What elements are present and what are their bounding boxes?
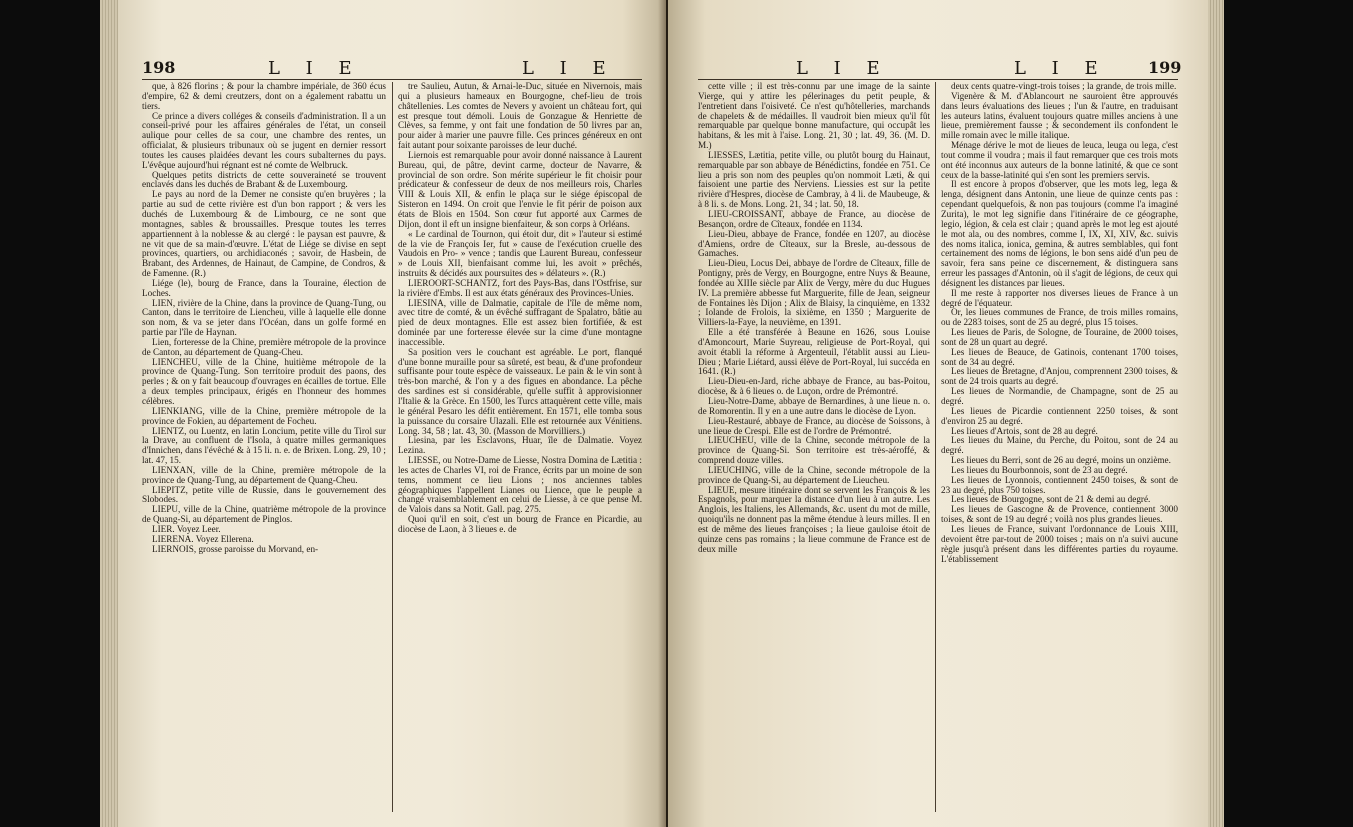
text-paragraph: Lieu-Restauré, abbaye de France, au diocèse de Soissons, à une lieue de Crespi. Elle est de l'ordre de Prémontré.: [698, 415, 930, 436]
text-paragraph: Les lieues de Normandie, de Champagne, sont de 25 au degré.: [941, 386, 1178, 406]
text-paragraph: Il est encore à propos d'observer, que les mots leg, lega & lenga, désignent dans Antonin, une lieue de quinze cents pas : cependant quelquefois, & non pas toujours (comme l'a imaginé Zurita), le mot leg signifie dans l'itinéraire de ce géographe, legio, légion, & cela est clair ; quand après le mot leg est ajouté le mot ala, ou des nombres, comme I, IX, XI, XIV, &c. suivis des noms italica, ionica, gemina, & autres semblables, qui font certainement des noms de légions, le bon sens aidé d'un peu de savoir, fera sans peine ce discernement, & distinguera sans erreur les passages d'Antonin, où il s'agit de légions, de ceux qui désignent les distances par lieues.: [941, 179, 1178, 288]
text-paragraph: Liesina, par les Esclavons, Huar, île de Dalmatie. Voyez Lezina.: [398, 435, 642, 456]
text-paragraph: Les lieues du Bourbonnois, sont de 23 au degré.: [951, 464, 1128, 475]
text-paragraph: deux cents quatre-vingt-trois toises ; la grande, de trois mille.: [951, 81, 1177, 91]
text-paragraph: LIENXAN, ville de la Chine, première métropole de la province de Quang-Tung, au département de Quang-Cheu.: [142, 464, 386, 485]
right-page: [668, 0, 1208, 827]
left-header-rule: [142, 79, 642, 80]
text-paragraph: Vigenère & M. d'Ablancourt ne sauroient être approuvés dans leurs évaluations des lieues ; l'un & l'autre, en traduisant les auteurs latins, évaluent toujours quatre milles anciens à une lieue, premièrement fausse ; & secondement ils confondent le mille romain avec le mille italique.: [941, 90, 1178, 141]
right-column-2: [941, 82, 1178, 564]
text-paragraph: LIEN, rivière de la Chine, dans la province de Quang-Tung, ou Canton, dans le territoire de Liencheu, ville à laquelle elle donne son nom, & va se jeter dans l'Océan, dans un golfe formé en partie par l'île de Haynan.: [142, 297, 386, 338]
left-column-divider: [392, 82, 393, 812]
right-page-number: 199: [1148, 58, 1182, 77]
text-paragraph: Lien, forteresse de la Chine, première métropole de la province de Canton, au département de Quang-Cheu.: [142, 336, 386, 357]
text-paragraph: Les lieues de Lyonnois, contiennent 2450 toises, & sont de 23 au degré, plus 750 toises.: [941, 474, 1178, 495]
left-page-number: 198: [142, 58, 176, 77]
text-paragraph: Il me reste à rapporter nos diverses lieues de France à un degré de l'équateur.: [941, 287, 1178, 308]
text-paragraph: LIER. Voyez Leer.: [152, 523, 221, 534]
text-paragraph: LIENKIANG, ville de la Chine, première métropole de la province de Fokien, au département de Focheu.: [142, 405, 386, 426]
text-paragraph: Les lieues de Bourgogne, sont de 21 & demi au degré.: [951, 494, 1151, 505]
left-column-2: [398, 82, 642, 535]
left-running-head-2: L I E: [522, 58, 616, 79]
text-paragraph: LIEPU, ville de la Chine, quatrième métropole de la province de Quang-Si, au département de Pinglos.: [142, 504, 386, 525]
text-paragraph: que, à 826 florins ; & pour la chambre impériale, de 360 écus d'empire, 62 & demi creutzers, dont on a également rabattu un tiers.: [142, 81, 386, 111]
text-paragraph: Ménage dérive le mot de lieues de leuca, leuga ou lega, c'est tout comme il voudra ; mais il faut remarquer que ces trois mots ont été inconnus aux auteurs de la bonne latinité, & que ce sont ceux de la basse-latinité qui s'en sont les premiers servis.: [941, 140, 1178, 180]
text-paragraph: Sa position vers le couchant est agréable. Le port, flanqué d'une bonne muraille pour sa sûreté, est beau, & d'une profondeur suffisante pour toute espèce de vaisseaux. Le pain & le vin sont à très-bon marché, & l'on y a des figues en abondance. La pêche des sardines est si considérable, qu'elle suffit à approvisionner l'Italie & la Grèce. En 1500, les Turcs attaquèrent cette ville, mais le général Pesaro les défit entièrement. En 1571, elle tomba sous la puissance du corsaire Ulazali. Elle est retournée aux Vénitiens. Long. 34, 58 ; lat. 43, 30. (Masson de Morvilliers.): [398, 346, 642, 436]
text-paragraph: Lieu-Dieu-en-Jard, riche abbaye de France, au bas-Poitou, diocèse, & à 6 lieues o. de Luçon, ordre de Prémontré.: [698, 376, 930, 397]
text-paragraph: Les lieues de Beauce, de Gatinois, contenant 1700 toises, sont de 34 au degré.: [941, 346, 1178, 367]
text-paragraph: Lieu-Notre-Dame, abbaye de Bernardines, à une lieue n. o. de Romorentin. Il y en a une autre dans le diocèse de Lyon.: [698, 396, 930, 416]
text-paragraph: Les lieues de Picardie contiennent 2250 toises, & sont d'environ 25 au degré.: [941, 405, 1178, 426]
text-paragraph: Les lieues d'Artois, sont de 28 au degré.: [951, 425, 1098, 436]
text-paragraph: cette ville ; il est très-connu par une image de la sainte Vierge, qui y attire les pélerinages du petit peuple, & l'entretient dans l'oisiveté. Ce n'est qu'hôtelleries, marchands de chapelets & de médailles. Il vaudroit bien mieux qu'il fût remarquable par quelque bonne manufacture, qui occupât les habitans, & les mit à l'aise. Long. 21, 30 ; lat. 49, 36. (M. D. M.): [698, 81, 930, 151]
text-paragraph: Les lieues de France, suivant l'ordonnance de Louis XIII, devoient être par-tout de 2000 toises ; mais on n'a suivi aucune règle jusqu'à présent dans les différentes parties du royaume. L'établissement: [941, 523, 1178, 564]
text-paragraph: LIERNOIS, grosse paroisse du Morvand, en-: [152, 543, 319, 554]
text-paragraph: Quoi qu'il en soit, c'est un bourg de France en Picardie, au diocèse de Laon, à 3 lieues e. de: [398, 514, 642, 534]
right-column-1: [698, 82, 930, 555]
text-paragraph: Les lieues du Maine, du Perche, du Poitou, sont de 24 au degré.: [941, 435, 1178, 456]
text-paragraph: LIEUCHING, ville de la Chine, seconde métropole de la province de Quang-Si, au département de Lieucheu.: [698, 464, 930, 485]
text-paragraph: LIEU-CROISSANT, abbaye de France, au diocèse de Besançon, ordre de Cîteaux, fondée en 1134.: [698, 208, 930, 229]
left-page: [118, 0, 666, 827]
text-paragraph: Quelques petits districts de cette souveraineté se trouvent enclavés dans les duchés de Brabant & de Luxembourg.: [142, 169, 386, 190]
left-running-head-1: L I E: [268, 58, 362, 79]
right-header-rule: [698, 79, 1178, 80]
text-paragraph: tre Saulieu, Autun, & Arnai-le-Duc, située en Nivernois, mais qui a plusieurs hameaux en Bourgogne, chef-lieu de trois châtellenies. Les comtes de Nevers y avoient un château fort, qui est presque tout démoli. Louis de Gonzague & Henriette de Clèves, sa femme, y ont fait une fondation de 50 livres par an, pour aider à marier une pauvre fille. Ces princes généreux en ont fait autant pour soixante paroisses de leur duché.: [398, 81, 642, 151]
text-paragraph: LIESSE, ou Notre-Dame de Liesse, Nostra Domina de Lætitia : les actes de Charles VI, roi de France, écrits par un moine de son tems, nomment ce lieu Lions ; nos anciennes tables géographiques l'appellent Lianes ou Lience, que le peuple a changé vraisemblablement en celui de Liesse, à ce que pense M. de Valois dans sa Notit. Gall. pag. 275.: [398, 455, 642, 515]
text-paragraph: Le pays au nord de la Demer ne consiste qu'en bruyères ; la partie au sud de cette rivière est d'un bon rapport ; & vers les duchés de Luxembourg & de Limbourg, ce ne sont que montagnes, sables & broussailles. Presque toutes les terres appartiennent à la noblesse & au clergé : le paysan est pauvre, & ne vit que de sa main-d'œuvre. L'état de Liége se divise en sept provinces, quartiers, ou archidiaconés ; savoir, de Hasbein, de Brabant, des Ardennes, de Hainaut, de Campine, de Condros, & de Famenne. (R.): [142, 189, 386, 279]
right-column-divider: [935, 82, 936, 812]
text-paragraph: LIEUE, mesure itinéraire dont se servent les François & les Espagnols, pour marquer la distance d'un lieu à un autre. Les Anglois, les Italiens, les Allemands, &c. usent du mot de mille, quoiqu'ils ne donnent pas la même étendue à leurs milles. Il en est de même des lieues françoises ; la lieue gauloise étoit de quinze cens pas romains ; la lieue commune de France est de deux mille: [698, 484, 930, 554]
text-paragraph: LIENTZ, ou Luentz, en latin Loncium, petite ville du Tirol sur la Drave, au confluent de l'Isola, à quatre milles germaniques d'Innichen, dans l'évêché & à 15 li. n. e. de Brixen. Long. 29, 10 ; lat. 47, 15.: [142, 425, 386, 466]
left-column-1: [142, 82, 386, 555]
text-paragraph: LIEROORT-SCHANTZ, fort des Pays-Bas, dans l'Ostfrise, sur la rivière d'Embs. Il est aux états généraux des Provinces-Unies.: [398, 277, 642, 298]
text-paragraph: Les lieues du Berri, sont de 26 au degré, moins un onzième.: [951, 455, 1171, 466]
text-paragraph: Les lieues de Bretagne, d'Anjou, comprennent 2300 toises, & sont de 24 trois quarts au degré.: [941, 366, 1178, 387]
text-paragraph: LIERENA. Voyez Ellerena.: [152, 533, 254, 544]
text-paragraph: « Le cardinal de Tournon, qui étoit dur, dit » l'auteur si estimé de la vie de François Ier, fut » cause de l'exécution cruelle des Vaudois en Pro- » vence ; tandis que Laurent Bureau, confesseur » de Louis XII, bienfaisant comme lui, les avoit » prêchés, instruits & décidés aux poursuites des » délateurs ». (R.): [398, 228, 642, 279]
text-paragraph: Liége (le), bourg de France, dans la Touraine, élection de Loches.: [142, 277, 386, 298]
right-running-head-2: L I E: [1014, 58, 1108, 79]
text-paragraph: LIENCHEU, ville de la Chine, huitième métropole de la province de Quang-Tung. Son territoire produit des paons, des perles ; & on y fait beaucoup d'ouvrages en écailles de tortue. Elle a deux temples principaux, érigés en l'honneur des hommes célèbres.: [142, 356, 386, 406]
right-page-edges: [1208, 0, 1224, 827]
text-paragraph: Les lieues de Gascogne & de Provence, contiennent 3000 toises, & sont de 19 au degré ; voilà nos plus grandes lieues.: [941, 504, 1178, 525]
text-paragraph: LIEUCHEU, ville de la Chine, seconde métropole de la province de Quang-Si. Son territoire est très-aéroffé, & comprend douze villes.: [698, 435, 930, 466]
text-paragraph: Les lieues de Paris, de Sologne, de Touraine, de 2000 toises, sont de 28 un quart au degré.: [941, 327, 1178, 347]
text-paragraph: Liernois est remarquable pour avoir donné naissance à Laurent Bureau, qui, de pâtre, devint carme, docteur de Navarre, & provincial de son ordre. Son mérite supérieur le fit choisir pour prédicateur & confesseur de deux de nos meilleurs rois, Charles VIII & Louis XII, & enfin le plaça sur le siége épiscopal de Sisteron en 1494. On croit que l'envie le fit périr de poison aux états de Blois en 1504. Son cœur fut apporté aux Carmes de Dijon, dont il eft un insigne bienfaiteur, & son corps à Orléans.: [398, 149, 642, 229]
text-paragraph: Lieu-Dieu, Locus Dei, abbaye de l'ordre de Cîteaux, fille de Pontigny, près de Vergy, en Bourgogne, entre Nuys & Beaune, fondée au XIIIe siècle par Alix de Vergy, mère du duc Hugues IV. La première abbesse fut Marguerite, fille de Jean, seigneur de Fontaines lès Dijon ; Alix de Blaisy, la cinquième, en 1332 ; Iolande de Frolois, la sixième, en 1350 ; Marguerite de Villiers-la-Faye, la neuvième, en 1391.: [698, 258, 930, 328]
text-paragraph: Elle a été transférée à Beaune en 1626, sous Louise d'Amoncourt, Marie Suyreau, religieuse de Port-Royal, qui avoit établi la réforme à Argenteuil, l'établit aussi au Lieu-Dieu ; Marie Liétard, aussi élève de Port-Royal, lui succéda en 1641. (R.): [698, 327, 930, 377]
text-paragraph: Or, les lieues communes de France, de trois milles romains, ou de 2283 toises, sont de 25 au degré, plus 15 toises.: [941, 307, 1178, 328]
left-page-edges: [100, 0, 118, 827]
text-paragraph: LIESINA, ville de Dalmatie, capitale de l'île de même nom, avec titre de comté, & un évêché suffragant de Spalatro, bâtie au pied de deux montagnes. Elle est assez bien fortifiée, & est dominée par une forteresse élevée sur la cime d'une montagne inaccessible.: [398, 297, 642, 347]
text-paragraph: LIESSES, Lætitia, petite ville, ou plutôt bourg du Hainaut, remarquable par son abbaye de Bénédictins, fondée en 751. Ce lieu a pris son nom des peuples qu'on nommoit Læti, & qui faisoient une partie des Nerviens. Liessies est sur la petite rivière d'Hespres, diocèse de Cambray, à 4 li. de Maubeuge, & à 8 li. s. de Mons. Long. 21, 34 ; lat. 50, 18.: [698, 149, 930, 210]
text-paragraph: Ce prince a divers colléges & conseils d'administration. Il a un conseil-privé pour les affaires générales de l'état, un conseil aulique pour celles de sa cour, une chambre des rentes, un officialat, & plusieurs tribunaux où se jugent en dernier ressort toutes les causes plaidées devant les cours subalternes du pays. L'évêque aujourd'hui régnant est né comte de Welbruck.: [142, 110, 386, 170]
right-running-head-1: L I E: [796, 58, 890, 79]
text-paragraph: Lieu-Dieu, abbaye de France, fondée en 1207, au diocèse d'Amiens, ordre de Cîteaux, sur la Bresle, au-dessous de Gamaches.: [698, 228, 930, 259]
text-paragraph: LIEPITZ, petite ville de Russie, dans le gouvernement des Slobodes.: [142, 484, 386, 505]
